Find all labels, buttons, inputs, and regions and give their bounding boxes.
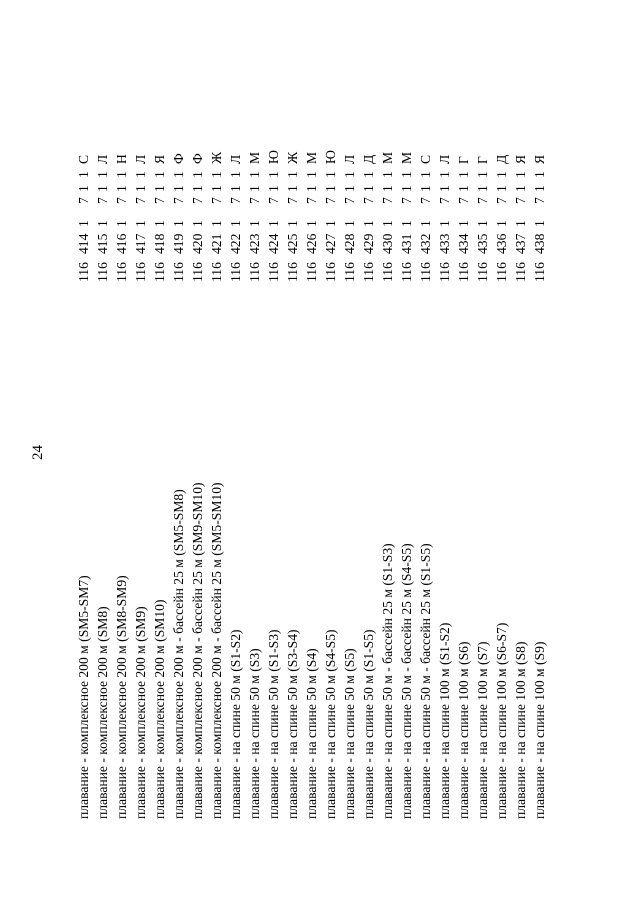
entry-code: 116 [513,262,528,282]
entry-code: 7 [114,197,129,204]
entry-code: Г [456,156,471,164]
list-item [226,0,245,905]
entry-code: 1 [114,185,129,192]
entry-code: 7 [209,197,224,204]
entry-code: Я [513,154,528,164]
list-item [245,0,264,905]
entry-code: 1 [513,220,528,227]
entry-code: 116 [323,262,338,282]
entry-code: 1 [494,220,509,227]
entry-code: 1 [114,220,129,227]
entry-code: 116 [342,262,357,282]
entry-code: 1 [152,220,167,227]
entry-code: 1 [399,185,414,192]
list-item [454,0,473,905]
entry-code: 421 [209,233,224,254]
entry-code: 116 [437,262,452,282]
list-item [397,0,416,905]
entry-code: Я [152,154,167,164]
entry-description: плавание - комплексное 200 м - бассейн 25 м (SM5-SM10) [209,482,224,819]
entry-code: Ж [209,151,224,164]
entry-code: Ф [190,153,205,164]
entry-code: 423 [247,233,262,254]
entry-code: 7 [171,197,186,204]
list-item [131,0,150,905]
entry-code: 1 [76,185,91,192]
entry-description: плавание - на спине 100 м (S8) [513,641,528,819]
entry-code: 1 [152,171,167,178]
entry-code: 1 [380,171,395,178]
entry-code: 116 [380,262,395,282]
entry-code: 7 [399,197,414,204]
entry-code: 1 [76,220,91,227]
entry-code: 1 [209,185,224,192]
entry-description: плавание - комплексное 200 м (SM10) [152,599,167,819]
entry-code: 1 [475,185,490,192]
entry-description: плавание - на спине 50 м - бассейн 25 м (S1-S5) [418,543,433,819]
list-item [359,0,378,905]
entry-code: Ю [266,150,281,164]
entry-code: 1 [361,220,376,227]
entry-code: 438 [532,233,547,254]
entry-code: М [380,151,395,164]
entry-description: плавание - на спине 50 м - бассейн 25 м (S1-S3) [380,543,395,819]
entry-code: 7 [475,197,490,204]
entry-code: Д [361,154,376,164]
list-item [74,0,93,905]
entry-code: 1 [228,185,243,192]
entry-code: 1 [399,220,414,227]
entry-code: 1 [532,220,547,227]
entry-code: 7 [437,197,452,204]
entry-code: 1 [228,171,243,178]
entry-code: 429 [361,233,376,254]
entry-code: 1 [494,171,509,178]
entry-code: Н [114,154,129,164]
entry-code: 7 [418,197,433,204]
entry-code: 1 [209,171,224,178]
entry-code: Л [342,154,357,164]
entry-code: 1 [133,171,148,178]
entry-code: 116 [95,262,110,282]
entry-code: 1 [342,171,357,178]
entry-description: плавание - комплексное 200 м (SM8-SM9) [114,575,129,819]
entry-code: 116 [228,262,243,282]
entry-code: 427 [323,233,338,254]
entry-description: плавание - на спине 50 м (S1-S2) [228,629,243,819]
entry-description: плавание - комплексное 200 м (SM9) [133,606,148,819]
entry-code: 7 [342,197,357,204]
entry-code: 1 [190,171,205,178]
entry-code: 1 [266,185,281,192]
list-item [511,0,530,905]
entry-code: 1 [266,171,281,178]
entry-code: 1 [95,185,110,192]
entry-code: 430 [380,233,395,254]
entry-code: 426 [304,233,319,254]
entry-code: 116 [532,262,547,282]
entry-code: 422 [228,233,243,254]
entry-code: 116 [114,262,129,282]
entry-code: 1 [361,171,376,178]
entry-code: 414 [76,233,91,254]
entry-code: 116 [456,262,471,282]
entry-code: 116 [152,262,167,282]
entry-description: плавание - на спине 100 м (S6-S7) [494,622,509,819]
entry-code: 1 [399,171,414,178]
entry-code: Г [475,156,490,164]
entry-code: 116 [418,262,433,282]
entry-code: 1 [171,171,186,178]
entry-code: 116 [171,262,186,282]
entry-code: 1 [456,185,471,192]
entry-code: 1 [95,220,110,227]
entry-description: плавание - на спине 50 м (S1-S3) [266,629,281,819]
entry-code: 1 [247,220,262,227]
entry-code: 1 [418,171,433,178]
entry-code: Ф [171,153,186,164]
entry-code: 419 [171,233,186,254]
entry-code: 116 [361,262,376,282]
entry-code: 1 [285,171,300,178]
entry-code: 1 [532,171,547,178]
entry-code: 1 [133,185,148,192]
list-item [435,0,454,905]
entry-code: М [247,151,262,164]
entry-code: 1 [418,220,433,227]
list-item [492,0,511,905]
entry-description: плавание - на спине 100 м (S6) [456,641,471,819]
entry-code: 1 [285,185,300,192]
entry-code: 415 [95,233,110,254]
entry-code: 116 [133,262,148,282]
entry-list [74,0,549,905]
entry-code: 7 [513,197,528,204]
entry-code: 428 [342,233,357,254]
entry-code: 1 [456,220,471,227]
entry-code: 7 [323,197,338,204]
page-number: 24 [30,445,46,460]
entry-code: 1 [323,220,338,227]
entry-code: М [304,151,319,164]
entry-code: Я [532,154,547,164]
entry-code: Ю [323,150,338,164]
list-item [473,0,492,905]
entry-code: 7 [532,197,547,204]
entry-code: 7 [95,197,110,204]
entry-code: 1 [342,220,357,227]
entry-code: 1 [190,220,205,227]
list-item [264,0,283,905]
entry-code: 1 [532,185,547,192]
entry-code: 425 [285,233,300,254]
entry-code: 7 [266,197,281,204]
entry-code: 116 [475,262,490,282]
entry-code: 433 [437,233,452,254]
entry-code: 7 [494,197,509,204]
entry-code: 7 [456,197,471,204]
entry-code: Д [494,154,509,164]
entry-code: 1 [513,185,528,192]
entry-code: 1 [247,171,262,178]
entry-code: 1 [228,220,243,227]
entry-code: 1 [304,185,319,192]
entry-code: 417 [133,233,148,254]
entry-code: 1 [323,185,338,192]
entry-description: плавание - на спине 50 м (S3-S4) [285,629,300,819]
entry-description: плавание - на спине 100 м (S7) [475,641,490,819]
entry-code: 437 [513,233,528,254]
entry-description: плавание - комплексное 200 м - бассейн 25 м (SM5-SM8) [171,489,186,819]
list-item [530,0,549,905]
entry-code: Л [95,154,110,164]
entry-code: 1 [475,220,490,227]
entry-code: 7 [361,197,376,204]
entry-code: Л [228,154,243,164]
entry-code: 1 [380,220,395,227]
entry-code: Л [437,154,452,164]
entry-code: 418 [152,233,167,254]
entry-code: 7 [76,197,91,204]
entry-code: 1 [76,171,91,178]
entry-description: плавание - комплексное 200 м - бассейн 25 м (SM9-SM10) [190,482,205,819]
entry-code: 116 [190,262,205,282]
entry-code: 1 [171,220,186,227]
entry-code: 116 [266,262,281,282]
entry-code: 1 [209,220,224,227]
list-item [416,0,435,905]
list-item [188,0,207,905]
entry-description: плавание - на спине 50 м (S4-S5) [323,629,338,819]
entry-code: 1 [437,220,452,227]
entry-code: 1 [494,185,509,192]
entry-code: 1 [437,185,452,192]
entry-code: 416 [114,233,129,254]
entry-code: 116 [76,262,91,282]
entry-code: 1 [323,171,338,178]
entry-code: 1 [190,185,205,192]
entry-code: 1 [152,185,167,192]
entry-code: 1 [266,220,281,227]
list-item [169,0,188,905]
list-item [93,0,112,905]
entry-code: 7 [380,197,395,204]
entry-code: 7 [285,197,300,204]
entry-code: 1 [380,185,395,192]
entry-code: 116 [209,262,224,282]
entry-code: 1 [437,171,452,178]
entry-code: 1 [342,185,357,192]
entry-code: 1 [361,185,376,192]
list-item [302,0,321,905]
entry-code: 420 [190,233,205,254]
entry-code: 1 [475,171,490,178]
entry-code: 1 [114,171,129,178]
list-item [378,0,397,905]
entry-code: 116 [285,262,300,282]
entry-code: Л [133,154,148,164]
list-item [207,0,226,905]
entry-description: плавание - на спине 50 м - бассейн 25 м (S4-S5) [399,543,414,819]
list-item [283,0,302,905]
entry-code: 1 [456,171,471,178]
entry-code: 1 [304,171,319,178]
entry-code: 431 [399,233,414,254]
entry-description: плавание - на спине 50 м (S3) [247,648,262,819]
entry-code: 432 [418,233,433,254]
entry-code: 434 [456,233,471,254]
entry-description: плавание - комплексное 200 м (SM5-SM7) [76,575,91,819]
list-item [150,0,169,905]
entry-description: плавание - на спине 50 м (S5) [342,648,357,819]
list-item [340,0,359,905]
entry-code: С [76,154,91,164]
entry-code: 436 [494,233,509,254]
entry-code: 7 [133,197,148,204]
entry-description: плавание - на спине 100 м (S1-S2) [437,622,452,819]
entry-code: 1 [418,185,433,192]
list-item [112,0,131,905]
entry-code: С [418,154,433,164]
entry-code: 7 [190,197,205,204]
entry-code: 1 [304,220,319,227]
entry-code: 7 [304,197,319,204]
entry-code: 424 [266,233,281,254]
entry-code: 1 [95,171,110,178]
entry-code: 435 [475,233,490,254]
entry-code: 1 [171,185,186,192]
entry-code: 116 [494,262,509,282]
entry-code: Ж [285,151,300,164]
entry-code: 116 [399,262,414,282]
entry-code: 1 [133,220,148,227]
list-item [321,0,340,905]
entry-code: М [399,151,414,164]
entry-description: плавание - на спине 50 м (S4) [304,648,319,819]
entry-code: 1 [247,185,262,192]
entry-code: 1 [513,171,528,178]
entry-description: плавание - комплексное 200 м (SM8) [95,606,110,819]
entry-description: плавание - на спине 50 м (S1-S5) [361,629,376,819]
entry-code: 116 [304,262,319,282]
entry-code: 7 [247,197,262,204]
entry-code: 7 [152,197,167,204]
entry-description: плавание - на спине 100 м (S9) [532,641,547,819]
entry-code: 1 [285,220,300,227]
entry-code: 7 [228,197,243,204]
entry-code: 116 [247,262,262,282]
